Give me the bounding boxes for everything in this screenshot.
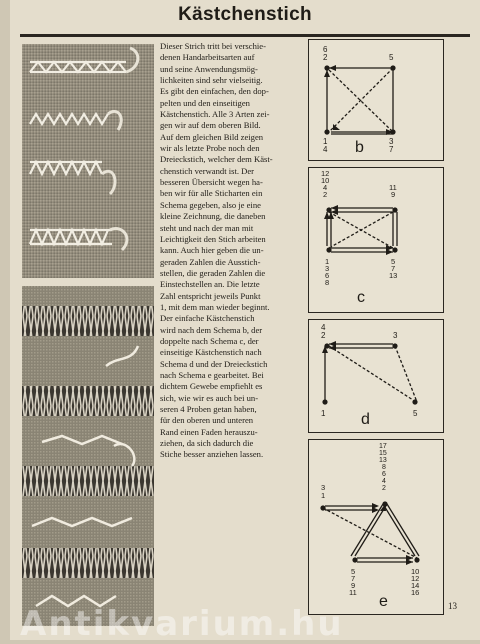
diagram-c-tl-4: 2: [323, 190, 328, 199]
diagram-b-letter: b: [355, 139, 364, 156]
body-text-line: einseitige Kästchenstich nach: [160, 347, 262, 358]
diagram-c-tl-3: 4: [323, 183, 328, 192]
diagram-c-bl-1: 1: [325, 257, 330, 266]
body-text-line: dichtem Gewebe empfiehlt es: [160, 381, 263, 392]
diagram-d-tl-1: 4: [321, 323, 326, 332]
body-text-line: steht und nach der man mit: [160, 222, 254, 233]
diagram-c-br-2: 7: [391, 264, 396, 273]
body-text-line: Dreieckstich, welcher dem Käst-: [160, 154, 273, 165]
diagram-e-br-3: 14: [411, 581, 420, 590]
body-text-line: denen Handarbeitsarten auf: [160, 52, 255, 63]
body-text-line: Schema d und der Dreieckstich: [160, 358, 268, 369]
diagram-d-tr-1: 3: [393, 331, 398, 340]
page-number: 13: [448, 601, 457, 611]
diagram-e-bl-2: 7: [351, 574, 356, 583]
diagram-b-tr-1: 5: [389, 53, 394, 62]
diagram-b-tl-2: 2: [323, 53, 328, 62]
diagram-e-br-2: 12: [411, 574, 420, 583]
diagram-e-letter: e: [379, 593, 388, 610]
diagram-e-br-4: 16: [411, 588, 420, 597]
body-text-line: Zahl entspricht jeweils Punkt: [160, 290, 261, 301]
diagram-c-br-1: 5: [391, 257, 396, 266]
diagram-d-letter: d: [361, 411, 370, 428]
body-text-line: kann. Auch hier geben die un-: [160, 245, 264, 256]
diagram-c-letter: c: [357, 289, 365, 306]
diagram-e-left-1: 3: [321, 483, 326, 492]
page-title: Kästchenstich: [178, 4, 312, 25]
body-text: [160, 41, 296, 461]
body-text-line: doppelte nach Schema c, der: [160, 335, 259, 346]
body-text-line: wird nach dem Schema b, der: [160, 324, 263, 335]
diagram-e-top-1: 17: [379, 443, 387, 450]
diagram-e-left-2: 1: [321, 491, 326, 500]
diagram-d: [308, 319, 444, 433]
body-text-line: Es gibt den einfachen, den dop-: [160, 86, 269, 97]
stitch-photo-bottom: [22, 286, 154, 626]
diagram-b-br-1: 3: [389, 137, 394, 146]
diagram-c-tl-2: 10: [321, 176, 330, 185]
diagram-e-top-3: 13: [379, 457, 387, 464]
body-text-line: und seine Anwendungsmög-: [160, 63, 258, 74]
diagram-e-top-5: 6: [382, 471, 386, 478]
diagram-d-bl-1: 1: [321, 409, 326, 418]
diagram-e-bl-3: 9: [351, 581, 356, 590]
diagram-d-tl-2: 2: [321, 331, 326, 340]
body-text-line: seren 4 Proben getan haben,: [160, 404, 257, 414]
body-text-line: Stiche besser anziehen lassen.: [160, 449, 264, 460]
diagram-c-tr-2: 9: [391, 190, 396, 199]
diagram-e-top-4: 8: [382, 464, 386, 471]
diagram-d-br-1: 5: [413, 409, 418, 418]
diagram-c-br-3: 13: [389, 271, 398, 280]
diagram-c-bl-3: 6: [325, 271, 330, 280]
body-text-line: wir als letzte Probe noch den: [160, 143, 260, 154]
body-text-line: nach Schema e gearbeitet. Bei: [160, 369, 264, 380]
diagram-e-br-1: 10: [411, 567, 420, 576]
body-text-line: chenstich verwandt ist. Der: [160, 165, 255, 176]
body-text-line: Der einfache Kästchenstich: [160, 313, 255, 324]
diagram-e-top-6: 4: [382, 478, 386, 485]
diagram-c-bl-2: 3: [325, 264, 330, 273]
body-text-line: Rand einen Faden herauszu-: [160, 426, 258, 437]
body-text-line: Auf dem gleichen Bild zeigen: [160, 131, 264, 142]
diagram-c-tr-1: 11: [389, 183, 397, 192]
body-text-line: stellen, die geraden Zahlen die: [160, 267, 266, 278]
diagram-c-tl-1: 12: [321, 169, 330, 178]
body-text-line: pelten und den einseitigen: [160, 97, 250, 108]
diagram-e: [308, 439, 444, 615]
diagram-c: [308, 167, 444, 313]
body-text-line: Schema gegeben, also je eine: [160, 199, 261, 210]
diagram-b: [308, 39, 444, 161]
diagram-e-bl-4: 11: [349, 588, 357, 597]
body-text-line: sich, wie wir es auch bei un-: [160, 392, 259, 403]
body-text-line: besseren Übersicht wegen ha-: [160, 177, 263, 188]
diagram-e-top-2: 15: [379, 450, 387, 457]
body-text-line: Kästchenstich. Alle 3 Arten zei-: [160, 109, 270, 120]
body-text-line: gen wir auf dem oberen Bild.: [160, 120, 261, 131]
body-text-line: für den oberen und unteren: [160, 415, 254, 426]
body-text-line: ben wir für alle Sticharten ein: [160, 188, 263, 199]
body-text-line: Einstechstellen an. Die letzte: [160, 279, 260, 290]
body-text-line: kleine Zeichnung, die daneben: [160, 211, 266, 222]
title-rule: [20, 34, 470, 37]
diagram-b-bl-2: 4: [323, 145, 328, 154]
body-text-line: geraden Zahlen die Ausstich-: [160, 256, 261, 267]
diagram-b-tl-1: 6: [323, 45, 328, 54]
diagram-e-top-7: 2: [382, 485, 386, 492]
stitch-photo-top: [22, 44, 154, 278]
body-text-line: Leichtigkeit den Stich arbeiten: [160, 233, 266, 244]
diagram-c-bl-4: 8: [325, 278, 330, 287]
body-text-line: Dieser Strich tritt bei verschie-: [160, 41, 266, 51]
diagram-b-br-2: 7: [389, 145, 394, 154]
body-text-line: ziehen, da sich dadurch die: [160, 438, 254, 449]
body-text-line: 1, mit dem man wieder beginnt.: [160, 301, 270, 312]
diagram-e-bl-1: 5: [351, 567, 356, 576]
body-text-line: lichkeiten sind sehr vielseitig.: [160, 75, 263, 86]
watermark: Antikvarium.hu: [20, 604, 344, 644]
diagram-b-bl-1: 1: [323, 137, 328, 146]
book-page: [10, 0, 480, 640]
